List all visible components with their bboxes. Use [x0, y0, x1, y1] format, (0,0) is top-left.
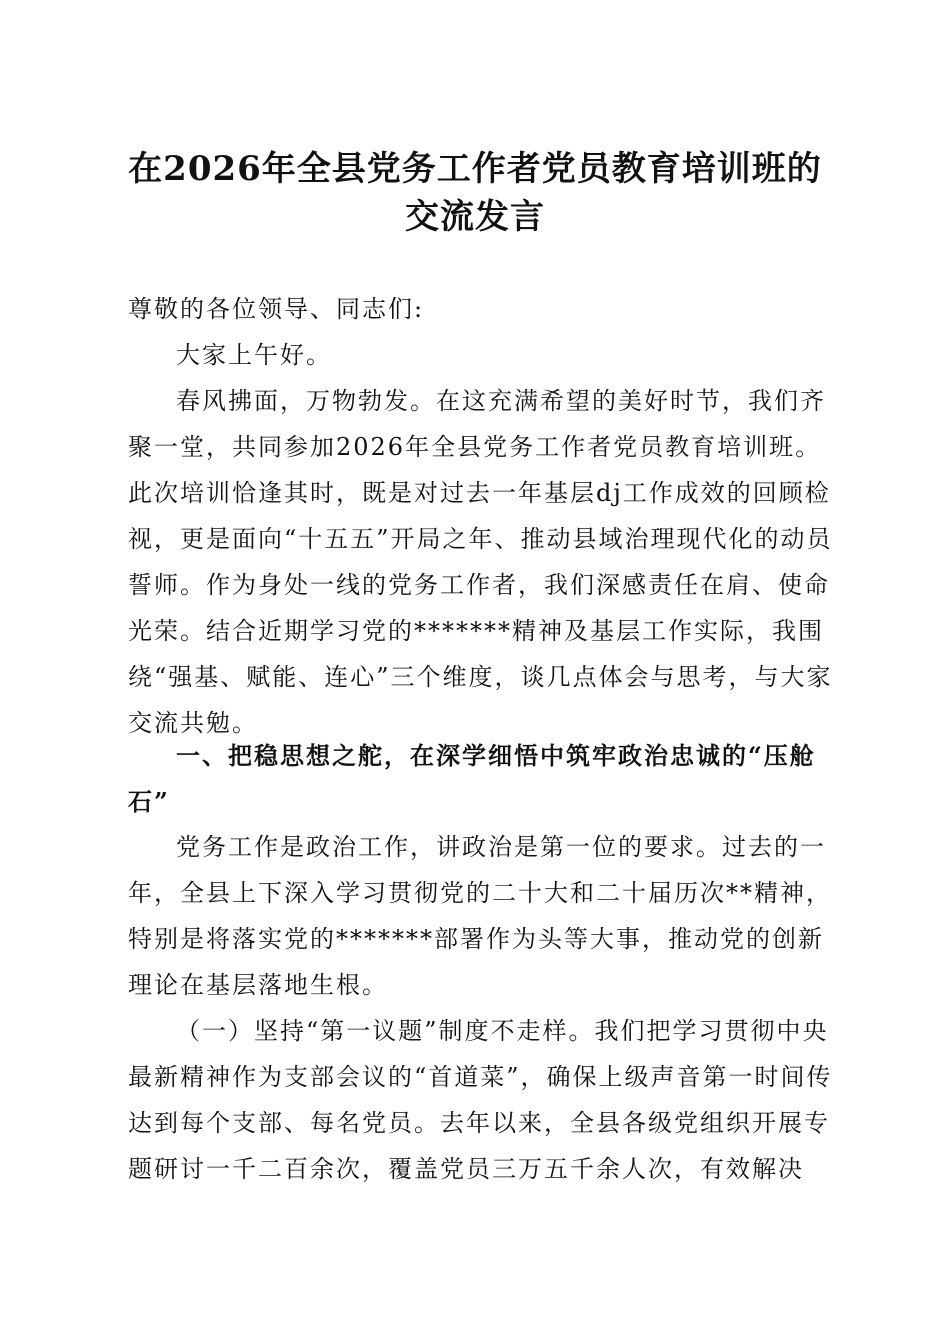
section-heading-1: 一、把稳思想之舵，在深学细悟中筑牢政治忠诚的“压舱石”: [128, 741, 816, 816]
salutation: 尊敬的各位领导、同志们:: [128, 295, 425, 323]
document-title-line1: 在2026年全县党务工作者党员教育培训班的: [128, 149, 822, 189]
document-title-line2: 交流发言: [405, 197, 545, 237]
intro-paragraph: 春风拂面，万物勃发。在这充满希望的美好时节，我们齐聚一堂，共同参加2026年全县党务工作者党员教育培训班。此次培训恰逢其时，既是对过去一年基层dj工作成效的回顾检视，更是面向“十五五”开局之年、推动县域治理现代化的动员誓师。作为身处一线的党务工作者，我们深感责任在肩、使命光荣。结合近期学习党的*******精神及基层工作实际，我围绕“强基、赋能、连心”三个维度，谈几点体会与思考，与大家交流共勉。: [128, 387, 833, 737]
greeting: 大家上午好。: [176, 341, 332, 369]
section-1-paragraph: 党务工作是政治工作，讲政治是第一位的要求。过去的一年，全县上下深入学习贯彻党的二十大和二十届历次**精神，特别是将落实党的*******部署作为头等大事，推动党的创新理论在基层落地生根。: [128, 833, 832, 999]
subsection-1-paragraph: （一）坚持“第一议题”制度不走样。我们把学习贯彻中央最新精神作为支部会议的“首道菜”，确保上级声音第一时间传达到每个支部、每名党员。去年以来，全县各级党组织开展专题研讨一千二百余次，覆盖党员三万五千余人次，有效解决: [128, 1017, 833, 1183]
